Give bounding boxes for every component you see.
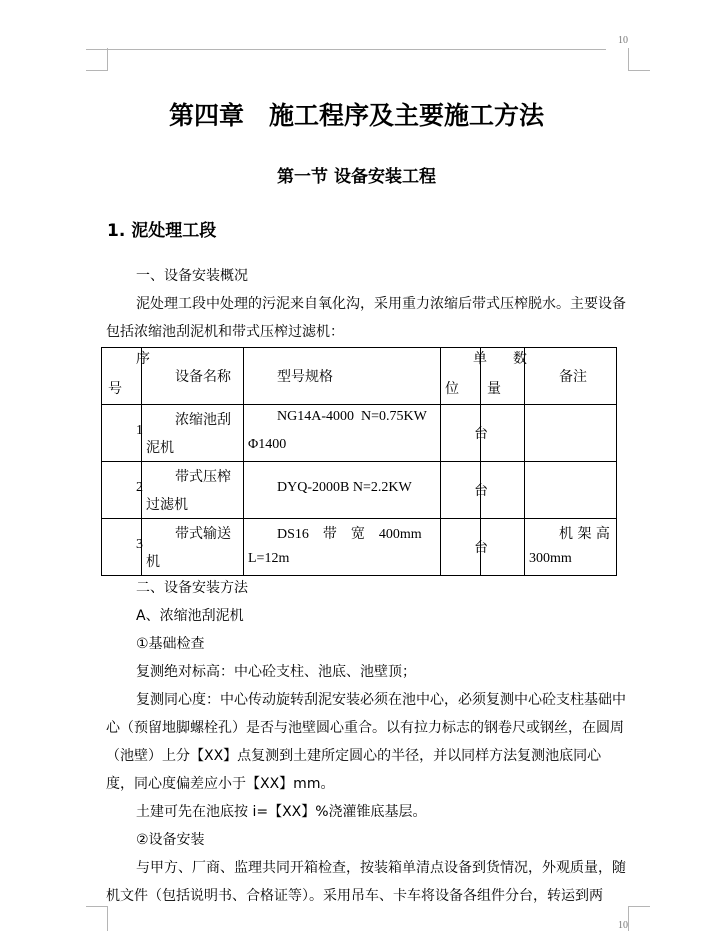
header-name: 设备名称 bbox=[142, 348, 244, 405]
row-name: 带式压榨 过滤机 bbox=[142, 462, 244, 519]
row-remark: 机 架 高 300mm bbox=[525, 519, 617, 576]
row-unit: 台 bbox=[441, 405, 481, 462]
row-qty bbox=[481, 405, 525, 462]
intro-paragraph: 泥处理工段中处理的污泥来自氧化沟，采用重力浓缩后带式压榨脱水。主要设备包括浓缩池刮泥机和带式压榨过滤机： bbox=[106, 296, 626, 340]
crop-mark-tr-h bbox=[628, 70, 650, 71]
header-seq: 序 号 bbox=[102, 348, 142, 405]
crop-mark-tr-v bbox=[628, 48, 629, 70]
table-header-row bbox=[102, 348, 617, 405]
row-unit: 台 bbox=[441, 519, 481, 576]
crop-mark-br-v bbox=[628, 906, 629, 931]
crop-mark-br-h bbox=[628, 906, 650, 907]
row-model: DS16 带 宽 400mm L=12m bbox=[244, 519, 441, 576]
row-model: DYQ-2000B N=2.2KW bbox=[244, 462, 441, 519]
row-remark bbox=[525, 405, 617, 462]
paragraph-slope: 土建可先在池底按 i=【XX】%浇灌锥底基层。 bbox=[136, 804, 427, 820]
equipment-table bbox=[101, 347, 617, 576]
subsection-title: 1. 泥处理工段 bbox=[107, 221, 217, 241]
section-title: 第一节 设备安装工程 bbox=[277, 167, 436, 187]
header-qty: 数 量 bbox=[481, 348, 525, 405]
page-number-top: 10 bbox=[618, 35, 628, 46]
step1-heading: ①基础检查 bbox=[136, 636, 205, 652]
row-unit: 台 bbox=[441, 462, 481, 519]
intro-heading: 一、设备安装概况 bbox=[136, 268, 248, 284]
header-unit: 单 位 bbox=[441, 348, 481, 405]
row-name: 浓缩池刮 泥机 bbox=[142, 405, 244, 462]
row-name: 带式输送 机 bbox=[142, 519, 244, 576]
step2-heading: ②设备安装 bbox=[136, 832, 205, 848]
paragraph-elevation: 复测绝对标高：中心砼支柱、池底、池壁顶； bbox=[136, 664, 416, 680]
row-seq: 1 bbox=[102, 405, 142, 462]
table-row bbox=[102, 519, 617, 576]
row-qty bbox=[481, 462, 525, 519]
chapter-title: 第四章 施工程序及主要施工方法 bbox=[168, 101, 544, 130]
table-row bbox=[102, 405, 617, 462]
crop-mark-tl-v bbox=[107, 48, 108, 70]
method-sub-a: A、浓缩池刮泥机 bbox=[136, 608, 244, 624]
header-model: 型号规格 bbox=[244, 348, 441, 405]
paragraph-unpacking: 与甲方、厂商、监理共同开箱检查，按装箱单清点设备到货情况，外观质量，随机文件（包括说明书、合格证等）。采用吊车、卡车将设备各组件分台，转运到两 bbox=[106, 860, 626, 904]
row-seq: 3 bbox=[102, 519, 142, 576]
paragraph-concentricity: 复测同心度：中心传动旋转刮泥安装必须在池中心，必须复测中心砼支柱基础中心（预留地脚螺栓孔）是否与池壁圆心重合。以有拉力标志的钢卷尺或钢丝，在圆周（池壁）上分【XX】点复测到土建所定圆心的半径，并以同样方法复测池底同心度，同心度偏差应小于【XX】mm。 bbox=[106, 692, 626, 792]
crop-mark-tl-h bbox=[86, 70, 108, 71]
table-row bbox=[102, 462, 617, 519]
crop-mark-bl-h bbox=[86, 906, 108, 907]
row-qty bbox=[481, 519, 525, 576]
row-model: NG14A-4000 N=0.75KW Φ1400 bbox=[244, 405, 441, 462]
header-remark: 备注 bbox=[525, 348, 617, 405]
method-heading: 二、设备安装方法 bbox=[136, 580, 248, 596]
row-remark bbox=[525, 462, 617, 519]
row-seq: 2 bbox=[102, 462, 142, 519]
page-number-bottom: 10 bbox=[618, 920, 628, 931]
header-rule bbox=[86, 49, 606, 50]
